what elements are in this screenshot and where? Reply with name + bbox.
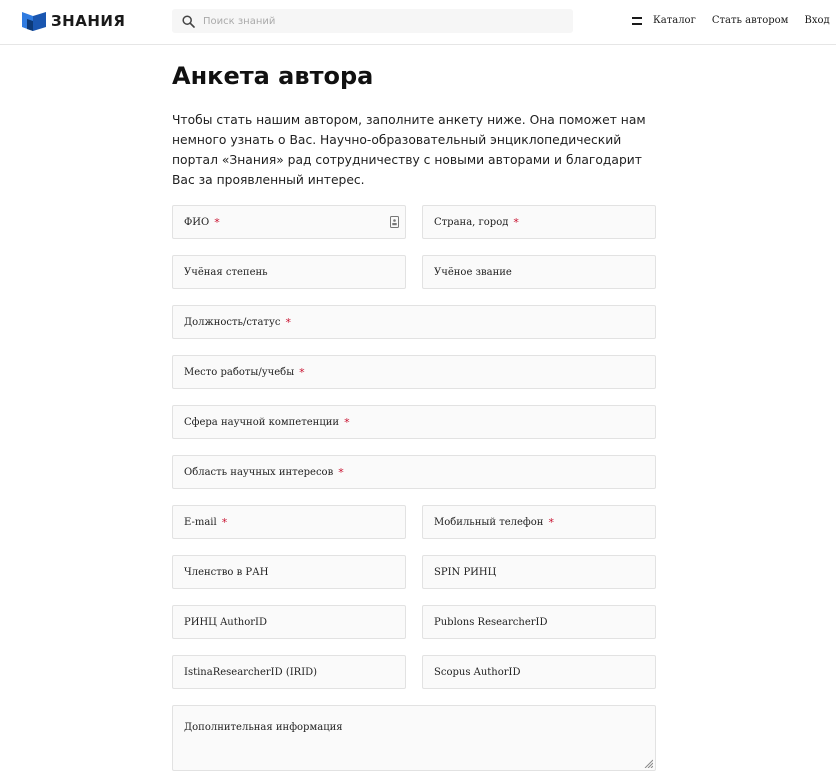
country-city-field[interactable] <box>422 205 656 239</box>
scopus-label: Scopus AuthorID <box>434 666 521 678</box>
ran-label: Членство в РАН <box>184 566 269 578</box>
contact-card-icon[interactable] <box>390 216 399 228</box>
required-mark: * <box>221 515 228 529</box>
position-field[interactable] <box>172 305 656 339</box>
additional-info-label: Дополнительная информация <box>184 722 343 733</box>
phone-field[interactable] <box>422 505 656 539</box>
page-title: Анкета автора <box>172 62 374 90</box>
phone-label: Мобильный телефон <box>434 516 544 528</box>
fio-label: ФИО <box>184 216 210 228</box>
search-input[interactable] <box>203 16 563 27</box>
site-header <box>0 0 836 45</box>
required-mark: * <box>285 315 291 329</box>
degree-field[interactable] <box>172 255 406 289</box>
required-mark: * <box>338 465 344 479</box>
ran-field[interactable] <box>172 555 406 589</box>
email-field[interactable] <box>172 505 406 539</box>
workplace-label: Место работы/учебы <box>184 366 295 378</box>
required-mark: * <box>214 215 220 229</box>
position-label: Должность/статус <box>184 316 281 328</box>
nav-login-link[interactable]: Вход <box>804 15 830 26</box>
page-intro: Чтобы стать нашим автором, заполните анкету ниже. Она поможет нам немного узнать о Вас. Научно-образовательный энциклопедический портал «Знания» рад сотрудничеству с новыми авторами и благодарит Вас за проявленный интерес. <box>172 113 646 187</box>
logo-text: ЗНАНИЯ <box>51 12 126 30</box>
hamburger-icon[interactable] <box>632 17 642 25</box>
email-label: E-mail <box>184 516 217 528</box>
scopus-field[interactable] <box>422 655 656 689</box>
interests-label: Область научных интересов <box>184 466 334 478</box>
required-mark: * <box>299 365 305 379</box>
required-mark: * <box>548 515 554 529</box>
site-logo[interactable] <box>22 10 125 32</box>
additional-info-textarea[interactable] <box>172 705 656 771</box>
rank-label: Учёное звание <box>434 266 512 278</box>
degree-label: Учёная степень <box>184 266 268 278</box>
rank-field[interactable] <box>422 255 656 289</box>
spin-label: SPIN РИНЦ <box>434 566 497 578</box>
competence-label: Сфера научной компетенции <box>184 416 340 428</box>
competence-field[interactable] <box>172 405 656 439</box>
country-city-label: Страна, город <box>434 216 509 228</box>
search-icon <box>182 15 195 28</box>
book-logo-icon <box>22 10 46 32</box>
nav-catalog-link[interactable]: Каталог <box>653 15 696 26</box>
search-bar[interactable] <box>172 9 573 33</box>
required-mark: * <box>513 215 519 229</box>
spin-field[interactable] <box>422 555 656 589</box>
publons-label: Publons ResearcherID <box>434 616 548 628</box>
istina-field[interactable] <box>172 655 406 689</box>
nav-become-author-link[interactable]: Стать автором <box>711 15 789 26</box>
publons-field[interactable] <box>422 605 656 639</box>
istina-label: IstinaResearcherID (IRID) <box>184 666 318 678</box>
rinc-author-label: РИНЦ AuthorID <box>184 616 267 628</box>
workplace-field[interactable] <box>172 355 656 389</box>
top-nav <box>632 15 830 26</box>
rinc-author-field[interactable] <box>172 605 406 639</box>
interests-field[interactable] <box>172 455 656 489</box>
required-mark: * <box>344 415 350 429</box>
fio-field[interactable] <box>172 205 406 239</box>
resize-handle-icon[interactable] <box>643 758 653 768</box>
